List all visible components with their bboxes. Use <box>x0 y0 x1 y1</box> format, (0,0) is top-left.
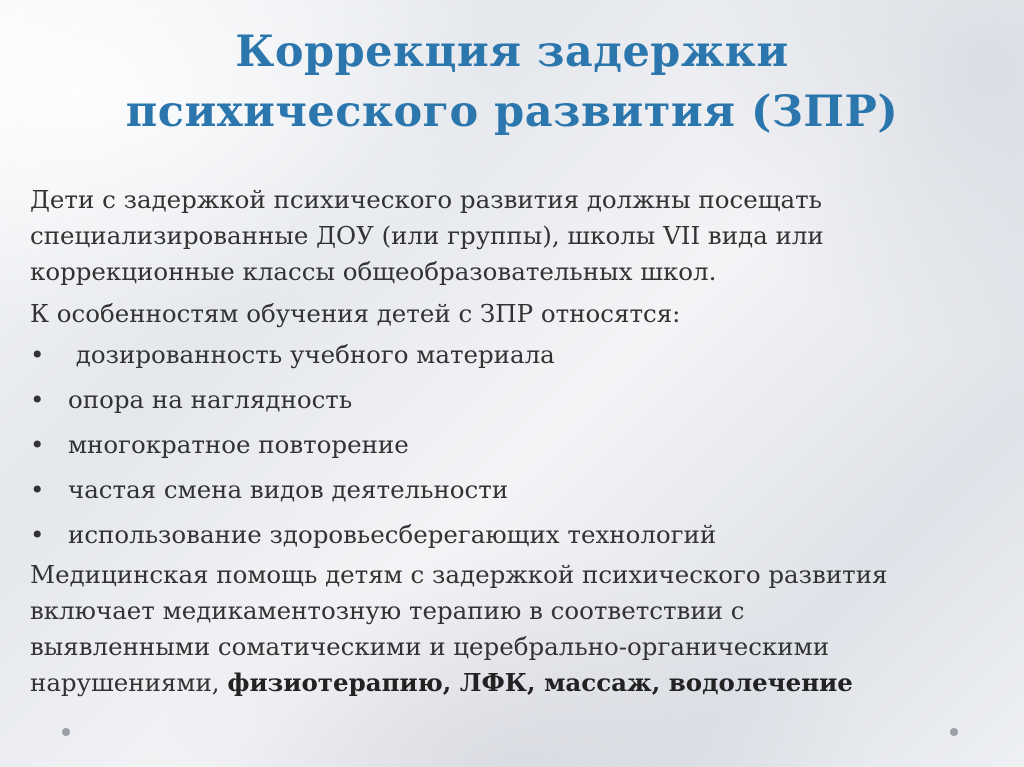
bullet-icon: • <box>30 340 45 369</box>
slide-body <box>30 182 1005 707</box>
list-item <box>30 467 1005 512</box>
intro-paragraph <box>30 182 1005 290</box>
list-item-text: дозированность учебного материала <box>68 340 555 369</box>
medical-treatments-bold: физиотерапию, ЛФК, массаж, водолечение <box>227 668 853 697</box>
list-item-text: частая смена видов деятельности <box>68 475 509 504</box>
list-item <box>30 332 1005 377</box>
list-item-text: опора на наглядность <box>68 385 353 414</box>
list-item <box>30 422 1005 467</box>
medical-line: выявленными соматическими и церебрально-органическими <box>30 632 830 661</box>
list-item-text: использование здоровьесберегающих технологий <box>68 520 717 549</box>
slide-title <box>0 22 1024 142</box>
intro-line: коррекционные классы общеобразовательных школ. <box>30 257 717 286</box>
decorative-dot-left <box>62 728 70 736</box>
features-heading-text: К особенностям обучения детей с ЗПР относятся: <box>30 299 681 328</box>
bullet-icon: • <box>30 430 45 459</box>
slide-title-line-2: психического развития (ЗПР) <box>125 87 899 137</box>
medical-paragraph <box>30 557 1005 701</box>
slide-title-line-1: Коррекция задержки <box>235 27 789 77</box>
list-item <box>30 377 1005 422</box>
features-heading <box>30 296 1005 332</box>
decorative-dot-right <box>950 728 958 736</box>
medical-line-last <box>30 665 1005 701</box>
bullet-icon: • <box>30 385 45 414</box>
intro-line: Дети с задержкой психического развития должны посещать <box>30 185 822 214</box>
medical-line: Медицинская помощь детям с задержкой психического развития <box>30 560 888 589</box>
medical-line: включает медикаментозную терапию в соответствии с <box>30 596 745 625</box>
intro-line: специализированные ДОУ (или группы), школы VII вида или <box>30 221 824 250</box>
list-item-text: многократное повторение <box>68 430 409 459</box>
list-item <box>30 512 1005 557</box>
medical-last-prefix: нарушениями, <box>30 668 228 697</box>
bullet-icon: • <box>30 475 45 504</box>
bullet-icon: • <box>30 520 45 549</box>
features-list <box>30 332 1005 557</box>
